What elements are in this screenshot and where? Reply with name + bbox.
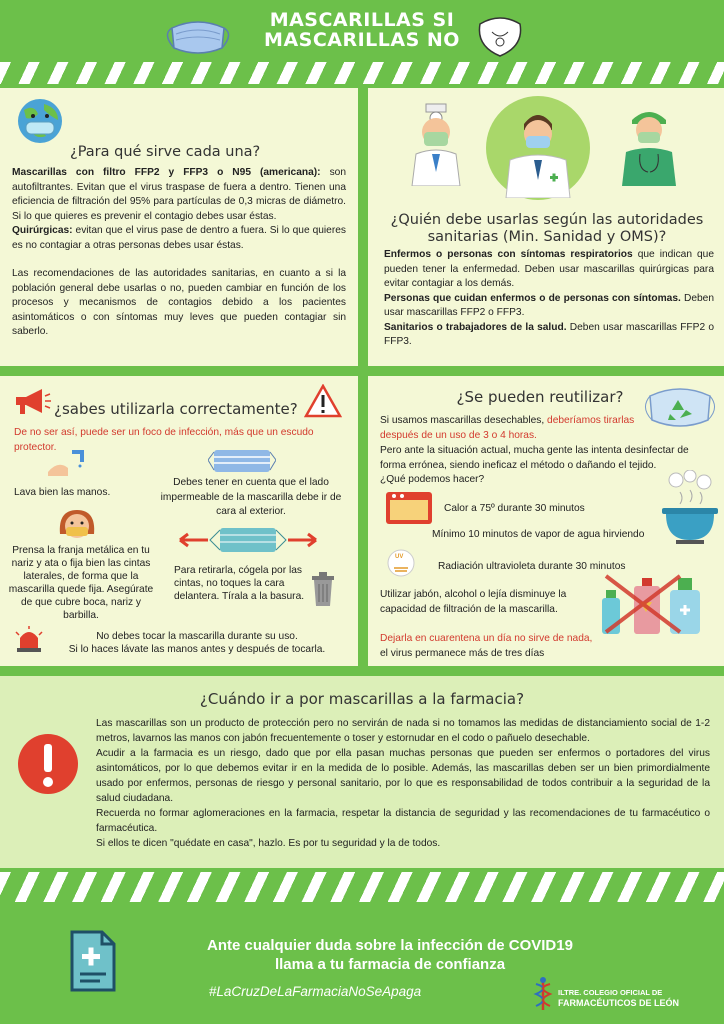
do-not-touch-alert [44,630,350,656]
crossed-chemicals-icon [594,572,722,636]
what-can-we-do: ¿Qué podemos hacer? [380,474,485,485]
correct-use-warning: De no ser así, puede ser un foco de infección, más que un escudo protector. [14,427,314,453]
footer-line-2: llama a tu farmacia de confianza [274,956,506,973]
earth-mask-icon [14,96,66,146]
caregiver-paragraph: Personas que cuidan enfermos o de personas con síntomas. Deben usar mascarillas FFP2 o FFP3. [384,292,715,318]
logo-line-2: FARMACÉUTICOS DE LEÓN [558,998,680,1008]
sanitary-paragraph: Sanitarios o trabajadores de la salud. Deben usar mascarillas FFP2 o FFP3. [384,321,714,347]
megaphone-icon [12,386,52,416]
remove-mask-arrows-icon [178,522,318,558]
pharmacy-college-logo [530,976,556,1012]
step-wash-hands: Lava bien las manos. [14,487,111,498]
doctor-icon [504,106,572,198]
ffp-paragraph: Mascarillas con filtro FFP2 y FFP3 o N95 (americana): son autofiltrantes. Evitan que el virus traspase de fuera a dentro. Tienen una eficiencia de filtración del 95% para partículas de 0,3 micras de diámetro. Si lo que quieres es prevenir el contagio debes usar éstas. [12,167,346,222]
uv-lamp-icon [386,548,416,578]
section-reuse-body [380,414,656,443]
section-reuse-title: ¿Se pueden reutilizar? [456,388,624,406]
section-purpose-body [12,166,346,340]
uv-label: UV [395,554,404,560]
respirator-mask-icon [470,10,530,60]
title-line-1: MASCARILLAS SI [269,9,455,31]
chemicals-note: Utilizar jabón, alcohol o lejía disminuye la capacidad de filtración de la mascarilla. [380,589,567,615]
nurse-icon [618,102,680,186]
section-when-title: ¿Cuándo ir a por mascarillas a la farmacia? [199,690,525,708]
stripe-divider-bottom [0,872,724,902]
footer-line-1: Ante cualquier duda sobre la infección de COVID19 [207,937,573,954]
surgical-paragraph: Quirúrgicas: evitan que el virus pase de dentro a fuera. Si lo que quieres es no contagiar a otras personas debes usar éstas. [12,225,346,251]
disposable-paragraph: Si usamos mascarillas desechables, deberíamos tirarlas después de un uso de 3 o 4 horas. [380,415,635,441]
quarantine-note [380,632,630,661]
quarantine-note-rest: el virus permanece más de tres días [380,647,545,659]
pharmacy-risk-paragraph: Acudir a la farmacia es un riesgo, dado que por ella pasan muchas personas que pueden ser enfermos o portadores del virus asintomáticos, por lo que debemos evitar ir en la medida de lo posible. Además, las mascarillas deben ser un bien primordialmente usado por enfermos, personas de riesgo y personal sanitario, por lo que es responsabilidad de todos contribuir a la seguridad de la salud ciudadana. [96,748,710,804]
logo-line-1: ILTRE. COLEGIO OFICIAL DE [558,988,663,997]
section-correct-use-title: ¿sabes utilizarla correctamente? [54,400,298,418]
panel-who-should-use [368,88,724,366]
method-steam: Mínimo 10 minutos de vapor de agua hirviendo [432,529,645,540]
oven-icon [384,490,434,526]
alert-line-1: No debes tocar la mascarilla durante su uso. [96,631,298,642]
footer-hashtag: #LaCruzDeLaFarmaciaNoSeApaga [208,984,422,999]
page-title [0,10,724,50]
woman-mask-icon [56,506,98,546]
hand-washing-icon [44,448,88,478]
crowds-paragraph: Recuerda no formar aglomeraciones en la farmacia, respetar la distancia de seguridad y las recomendaciones de tu farmacéutico o farmacéutica. [96,808,710,834]
surgical-mask-icon [208,446,276,476]
header [0,0,724,62]
panel-reuse [368,376,724,666]
stripe-divider-top [0,62,724,84]
section-purpose-title: ¿Para qué sirve cada una? [70,144,261,160]
doctor-headlamp-icon [408,102,464,186]
alert-line-2: Si lo haces lávate las manos antes y después de tocarla. [68,644,326,655]
panel-when-to-go [0,676,724,868]
method-uv: Radiación ultravioleta durante 30 minutos [438,561,626,572]
distancing-paragraph: Las mascarillas son un producto de protección pero no servirán de nada si no tomamos las medidas de distanciamiento social de 1-2 metros, lavarnos las manos con jabón frecuentemente o toser y estornudar en el codo o pañuelo desechable. [96,718,710,744]
step-mask-side: Debes tener en cuenta que el lado impermeable de la mascarilla debe ir de cara al exterior. [160,477,342,517]
exclamation-icon [16,732,80,796]
alarm-siren-icon [14,626,44,652]
footer-message [120,936,660,974]
section-who-body [384,248,714,350]
panel-purpose [0,88,358,366]
step-fit-mask: Prensa la franja metálica en tu nariz y ata o fija bien las cintas laterales, de forma que la mascarilla quede fija. Asegúrate de que cubre boca, nariz y barbilla. [8,545,154,621]
warning-triangle-icon [304,384,342,418]
sick-paragraph: Enfermos o personas con síntomas respiratorios que indican que pueden tener la enfermedad. Deben usar mascarillas quirúrgicas para evitar contagiar a los demás. [384,249,714,289]
quarantine-note-red: Dejarla en cuarentena un día no sirve de nada, [380,633,593,644]
section-when-body [96,716,710,851]
stay-home-paragraph: Si ellos te dicen "quédate en casa", hazlo. Es por tu seguridad y la de todos. [96,838,441,849]
trash-can-icon [310,572,336,606]
recommendations-paragraph: Las recomendaciones de las autoridades sanitarias, en cuanto a si la población general debe usarlas o no, pueden cambiar en función de los procesos y mecanismos de contagios debido a los pacientes asintomáticos o con síntomas muy leves que pueden contagiar sin saberlo. [12,268,346,337]
method-heat: Calor a 75º durante 30 minutos [444,503,585,514]
section-who-title: ¿Quién debe usarlas según las autoridades sanitarias (Min. Sanidad y OMS)? [390,212,704,245]
panel-correct-use [0,376,358,666]
step-remove-mask: Para retirarla, cógela por las cintas, no toques la cara delantera. Tírala a la basura. [174,565,305,602]
pharmacy-college-name [558,988,708,1008]
prescription-document-icon [68,928,118,994]
title-line-2: MASCARILLAS NO [264,29,460,51]
disinfect-paragraph: Pero ante la situación actual, mucha gente las intenta desinfectar de forma errónea, siendo ineficaz el método o dañando el tejido. [380,445,689,471]
